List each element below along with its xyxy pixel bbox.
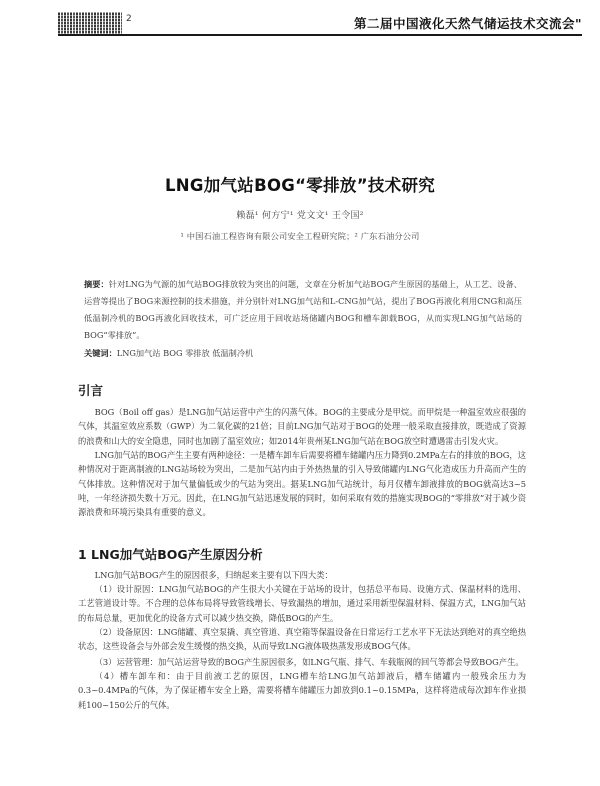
header-trailing-mark: " <box>574 16 582 31</box>
section-1-lead: LNG加气站BOG产生的原因很多，归纳起来主要有以下四大类： <box>94 570 333 580</box>
cause-item-equipment: （2）设备原因：LNG储罐、真空泵撬、真空管道、真空箱等保温设备在日常运行工艺水平下无法达到绝对的真空绝热状态，这些设备会与外部会发生缓慢的热交换，从而导致LNG液体吸热蒸发形成BOG气体。 <box>78 627 526 652</box>
abstract <box>84 276 522 344</box>
conference-title: 第二届中国液化天然气储运技术交流会" <box>353 16 582 31</box>
cause-item-design: （1）设计原因：LNG加气站BOG的产生很大小关键在于站场的设计，包括总平布局、设施方式、保温材料的选用、工艺管道设计等。不合理的总体布局将导致管线增长、导致漏热的增加，通过采用新型保温材料、保温方式，LNG加气站的布局总量，更加优化的设备方式可以减少热交换，降低BOG的产生。 <box>78 584 526 623</box>
affiliation: ¹ 中国石油工程咨询有限公司安全工程研究院；² 广东石油分公司 <box>180 231 420 241</box>
header-rule <box>58 34 582 36</box>
keywords-text: LNG加气站 BOG 零排放 低温制冷机 <box>116 348 254 358</box>
scan-artifact <box>58 12 122 34</box>
abstract-text: 针对LNG为气源的加气站BOG排放较为突出的问题，文章在分析加气站BOG产生原因的基础上，从工艺、设备、运营等提出了BOG来源控制的技术措施，并分别针对LNG加气站和L-CNG加气站，提出了BOG再液化利用CNG和高压低温制冷机的BOG再液化回收技术，可广泛应用于回收站场储罐内BOG和槽车卸载BOG，从而实现LNG加气站场的BOG“零排放”。 <box>84 279 522 340</box>
keywords-label: 关键词： <box>84 348 117 358</box>
keywords <box>84 346 522 360</box>
paper-title: LNG加气站BOG“零排放”技术研究 <box>164 176 436 195</box>
header-mark: 2 <box>126 14 132 24</box>
intro-paragraph-2: LNG加气站的BOG产生主要有两种途径：一是槽车卸车后需要将槽车储罐内压力降到0.2MPa左右的排放的BOG，这种情况对于距离制液的LNG站场较为突出，二是加气站内由于外热热量的引入导致储罐内LNG气化造成压力升高而产生的气体排放。这种情况对于加气量偏低或少的气站为突出。据某LNG加气站统计，每月仅槽车卸液排放的BOG就高达3~5吨，一年经济损失数十万元。因此，在LNG加气站迅速发展的同时，如何采取有效的措施实现BOG的“零排放”对于减少资源浪费和环境污染具有重要的意义。 <box>78 450 526 518</box>
intro-paragraph-1: BOG（Boil off gas）是LNG加气站运营中产生的闪蒸气体。BOG的主要成分是甲烷。而甲烷是一种温室效应很强的气体，其温室效应系数（GWP）为二氧化碳的21倍；目前LNG加气站对于BOG的处理一般采取直接排放，既造成了资源的浪费和山大的安全隐患，同时也加剧了温室效应；如2014年贵州某LNG加气站在BOG放空时遭遇雷击引发火灾。 <box>78 407 526 446</box>
cause-item-unloading: （4）槽车卸车和：由于目前液工艺的原因，LNG槽车给LNG加气站卸液后，槽车储罐内一般残余压力为0.3~0.4MPa的气体，为了保证槽车安全上路，需要将槽车储罐压力卸放到0.1~0.15MPa，这样将造成每次卸车作业损耗100~150公斤的气体。 <box>78 671 526 710</box>
authors: 赖磊¹ 何方宁¹ 党文文¹ 王令国² <box>236 211 364 221</box>
abstract-label: 摘要： <box>84 279 109 289</box>
section-heading-1: 1 LNG加气站BOG产生原因分析 <box>78 547 263 562</box>
section-heading-intro: 引言 <box>78 383 104 398</box>
cause-item-operations: （3）运营管理：加气站运营导致的BOG产生原因很多，如LNG气瓶、排气、车载瓶阀的回气等都会导致BOG产生。 <box>94 657 524 667</box>
